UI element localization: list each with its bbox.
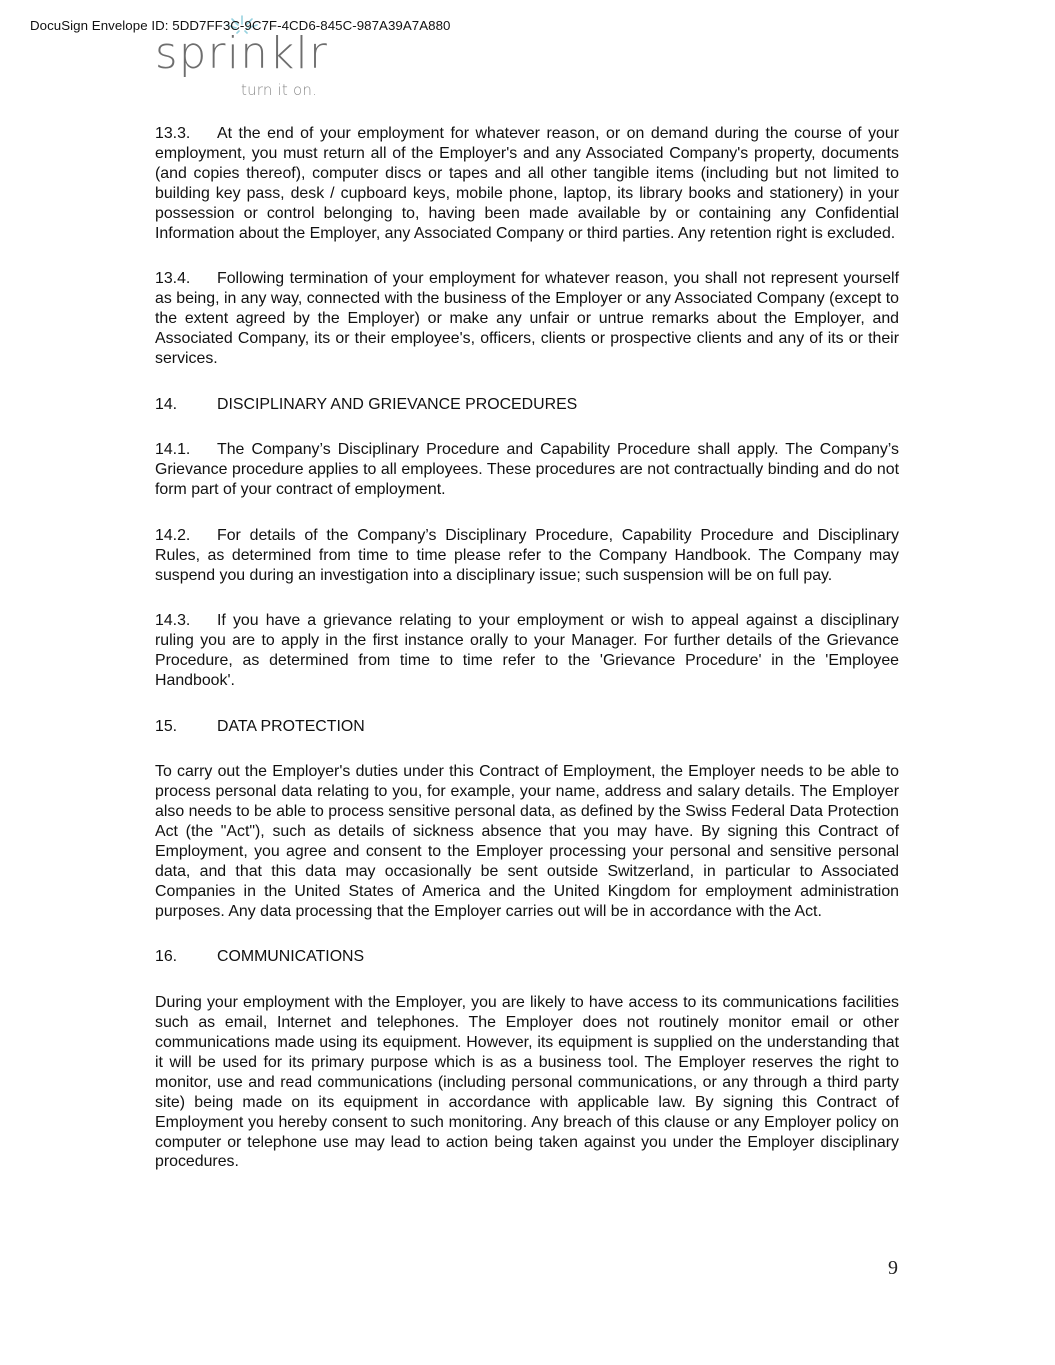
logo-tagline: turn it on. <box>241 81 318 99</box>
page-number: 9 <box>888 1257 898 1279</box>
clause-number: 14.1. <box>155 441 191 459</box>
section-title: DISCIPLINARY AND GRIEVANCE PROCEDURES <box>217 395 578 413</box>
section-number: 16. <box>155 948 178 966</box>
logo-wordmark: sprinklr <box>155 28 329 79</box>
section-heading-15 <box>155 717 899 737</box>
clause-text: For details of the Company’s Disciplinary Procedure, Capability Procedure and Disciplinary Rules, as determined from time to time please refer to the Company Handbook. The Company may suspend you during an investigation into a disciplinary issue; such suspension will be on full pay. <box>155 526 899 584</box>
data-protection-body: To carry out the Employer's duties under this Contract of Employment, the Employer needs to be able to process personal data relating to you, for example, your name, address and salary details. The Employer also needs to be able to process sensitive personal data, as defined by the Swiss Federal Data Protection Act (the "Act"), such as details of sickness absence that you may have. By signing this Contract of Employment, you agree and consent to the Employer processing your personal and sensitive personal data, and that this data may occasionally be sent outside Switzerland, in particular to Associated Companies in the United States of America and the United Kingdom for employment administration purposes. Any data processing that the Employer carries out will be in accordance with the Act. <box>155 763 899 920</box>
clause-text: The Company’s Disciplinary Procedure and Capability Procedure shall apply. The Company’s Grievance procedure applies to all employees. These procedures are not contractually binding and do not form part of your contract of employment. <box>155 441 899 499</box>
clause-text: Following termination of your employment for whatever reason, you shall not represent yourself as being, in any way, connected with the business of the Employer or any Associated Company (except to the extent agreed by the Employer) or make any unfair or untrue remarks about the Employer, and Associated Company, its or their employee's, officers, clients or prospective clients and any of its or their services. <box>155 270 899 367</box>
section-heading-14 <box>155 395 899 415</box>
section-number: 15. <box>155 717 178 735</box>
section-number: 14. <box>155 395 178 413</box>
clause-text: At the end of your employment for whatever reason, or on demand during the course of your employment, you must return all of the Employer's and any Associated Company's property, documents (and copies thereof), computer discs or tapes and all other tangible items (including but not limited to building key pass, desk / cupboard keys, mobile phone, laptop, its library books and stationery) in your possession or control belonging to, having been made available by or containing any Confidential Information about the Employer, any Associated Company or third parties. Any retention right is excluded. <box>155 125 899 242</box>
clause-14-3 <box>155 611 899 691</box>
clause-number: 14.3. <box>155 612 191 630</box>
section-heading-16 <box>155 947 899 967</box>
section-title: COMMUNICATIONS <box>217 948 365 966</box>
document-body <box>155 124 899 1172</box>
docusign-envelope-id: DocuSign Envelope ID: 5DD7FF3C-9C7F-4CD6-845C-987A39A7A880 <box>30 18 451 33</box>
communications-body: During your employment with the Employer, you are likely to have access to its communications facilities such as email, Internet and telephones. The Employer does not routinely monitor email or other communications made using its equipment. However, its equipment is supplied on the understanding that it will be used for its primary purpose which is as a business tool. The Employer reserves the right to monitor, use and read communications (including personal communications, or any through a third party site) being made on its equipment in accordance with applicable law. By signing this Contract of Employment you hereby consent to such monitoring. Any breach of this clause or any Employer policy on computer or telephone use may lead to action being taken against you under the Employer disciplinary procedures. <box>155 994 899 1171</box>
clause-number: 13.4. <box>155 270 191 288</box>
clause-text: If you have a grievance relating to your employment or wish to appeal against a disciplinary ruling you are to apply in the first instance orally to your Manager. For further details of the Grievance Procedure, as determined from time to time refer to the 'Grievance Procedure' in the 'Employee Handbook'. <box>155 612 899 690</box>
clause-14-1 <box>155 440 899 500</box>
section-title: DATA PROTECTION <box>217 717 365 735</box>
clause-number: 14.2. <box>155 526 191 544</box>
clause-14-2 <box>155 526 899 586</box>
clause-13-3 <box>155 124 899 243</box>
clause-13-4 <box>155 269 899 369</box>
clause-number: 13.3. <box>155 125 191 142</box>
